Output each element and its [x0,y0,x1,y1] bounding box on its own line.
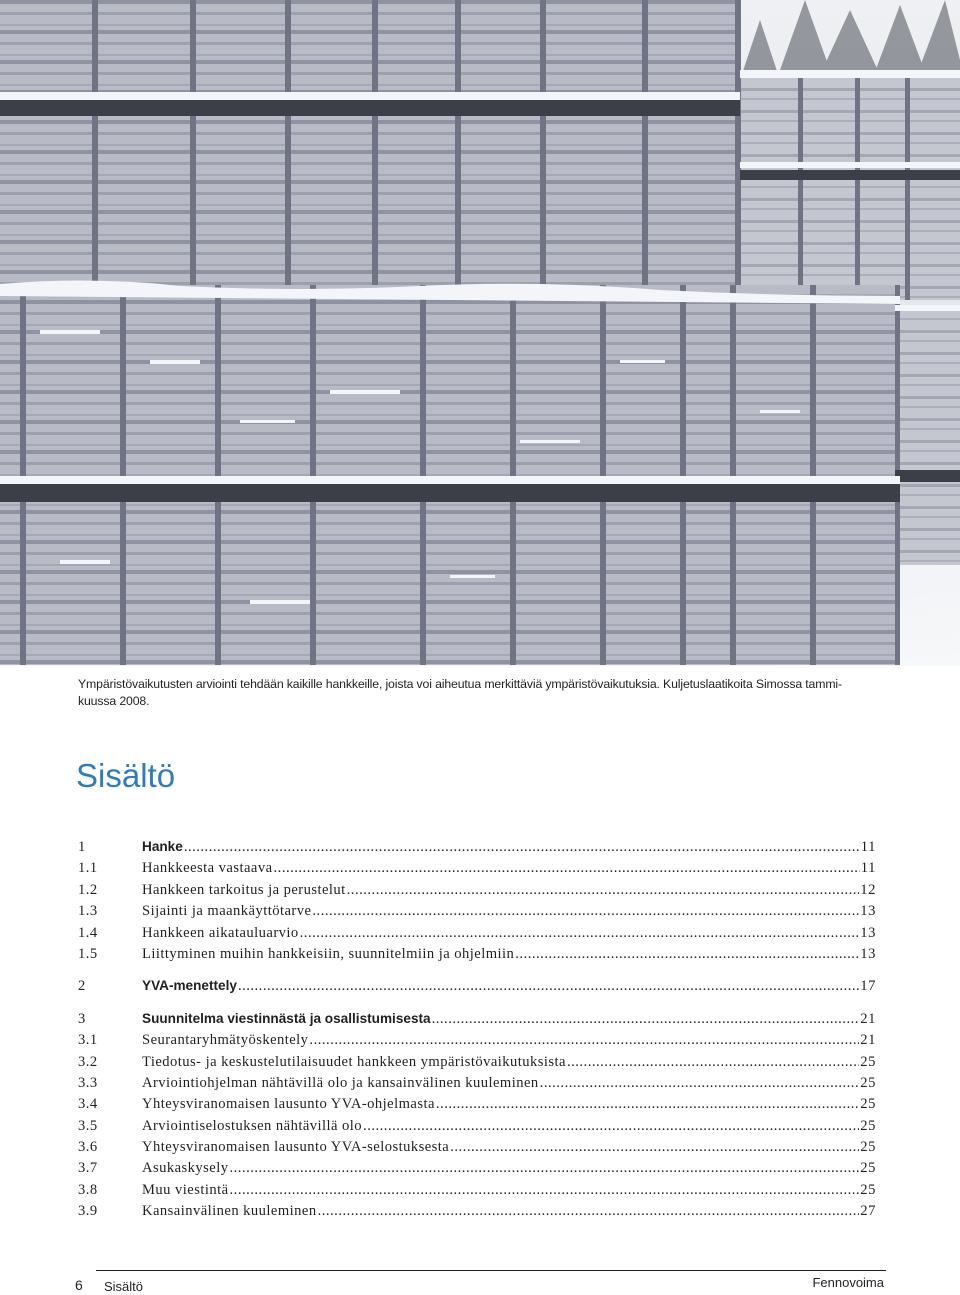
toc-label: Asukaskysely [142,1160,229,1177]
footer-divider [96,1270,886,1271]
toc-leader-dots [363,1118,859,1135]
toc-page-number: 25 [860,1074,876,1091]
toc-number: 1.3 [78,903,98,920]
toc-entry-1-1[interactable] [78,860,876,881]
toc-page-number: 13 [860,945,876,962]
toc-label: Sijainti ja maankäyttötarve [142,903,312,920]
toc-label: Hankkeen aikatauluarvio [142,924,299,941]
toc-leader-dots [229,1160,859,1177]
toc-entry-2[interactable] [78,978,876,999]
toc-entry-3[interactable] [78,1011,876,1032]
toc-page-number: 27 [860,1203,876,1220]
toc-page-number: 21 [860,1010,876,1027]
toc-entry-1-5[interactable] [78,946,876,967]
toc-entry-1-4[interactable] [78,925,876,946]
toc-label: Suunnitelma viestinnästä ja osallistumisesta [142,1010,431,1026]
toc-page-number: 13 [860,924,876,941]
footer-section-name: Sisältö [104,1279,144,1294]
toc-entry-3-9[interactable] [78,1203,876,1224]
toc-entry-3-1[interactable] [78,1032,876,1053]
toc-entry-3-6[interactable] [78,1139,876,1160]
toc-label: Arviointiselostuksen nähtävillä olo [142,1117,363,1134]
toc-page-number: 13 [860,903,876,920]
toc-number: 1.1 [78,860,98,877]
toc-page-number: 25 [860,1117,876,1134]
toc-leader-dots [318,1203,860,1220]
toc-label: Yhteysviranomaisen lausunto YVA-ohjelmasta [142,1096,435,1113]
toc-entry-1-2[interactable] [78,882,876,903]
toc-number: 3.5 [78,1117,98,1134]
toc-page-number: 12 [860,881,876,898]
photo-caption-line-1: Ympäristövaikutusten arviointi tehdään kaikille hankkeille, joista voi aiheutua merkittäviä ympäristövaikutuksia. Kuljetuslaatikoita Simossa tammi- [78,677,842,691]
toc-leader-dots [450,1139,859,1156]
toc-label: Kansainvälinen kuuleminen [142,1203,317,1220]
toc-entry-1[interactable] [78,839,876,860]
toc-number: 3.9 [78,1203,98,1220]
toc-number: 3 [78,1010,86,1027]
toc-number: 3.2 [78,1053,98,1070]
toc-number: 3.1 [78,1032,98,1049]
toc-number: 3.4 [78,1096,98,1113]
toc-page-number: 25 [860,1139,876,1156]
toc-label: Hanke [142,839,183,854]
page-title: Sisältö [76,757,176,794]
toc-number: 1.4 [78,924,98,941]
footer-page-number: 6 [75,1277,83,1293]
toc-number: 1 [78,839,86,855]
toc-page-number: 17 [860,978,876,995]
toc-page-number: 11 [860,839,876,855]
toc-number: 3.8 [78,1181,98,1198]
toc-page-number: 25 [860,1053,876,1070]
toc-leader-dots [312,903,859,920]
toc-label: Muu viestintä [142,1181,229,1198]
toc-number: 1.2 [78,881,98,898]
toc-page-number: 11 [860,860,876,877]
toc-page-number: 25 [860,1160,876,1177]
toc-label: Hankkeesta vastaava [142,860,273,877]
toc-number: 3.6 [78,1139,98,1156]
toc-label: Arviointiohjelman nähtävillä olo ja kansainvälinen kuuleminen [142,1074,539,1091]
toc-leader-dots [436,1096,859,1113]
toc-entry-3-4[interactable] [78,1096,876,1117]
crate-row-lower [0,280,960,665]
toc-label: YVA-menettely [142,978,237,994]
toc-entry-3-7[interactable] [78,1160,876,1181]
toc-label: Seurantaryhmätyöskentely [142,1032,309,1049]
toc-leader-dots [515,946,859,963]
toc-label: Hankkeen tarkoitus ja perustelut [142,881,346,898]
toc-label: Tiedotus- ja keskustelutilaisuudet hankkeen ympäristövaikutuksista [142,1053,566,1070]
toc-label: Yhteysviranomaisen lausunto YVA-selostuksesta [142,1139,450,1156]
footer-brand: Fennovoima [812,1275,884,1290]
toc-leader-dots [230,1182,860,1199]
toc-number: 2 [78,978,86,995]
toc-entry-3-3[interactable] [78,1075,876,1096]
photo-caption-text [78,676,890,710]
toc-entry-1-3[interactable] [78,903,876,924]
toc-page-number: 25 [860,1096,876,1113]
toc-leader-dots [238,978,859,995]
toc-entry-3-5[interactable] [78,1118,876,1139]
photo-caption-line-2: kuussa 2008. [78,694,150,708]
toc-leader-dots [274,860,860,877]
toc-label: Liittyminen muihin hankkeisiin, suunnitelmiin ja ohjelmiin [142,945,515,962]
toc-leader-dots [567,1054,859,1071]
toc-number: 3.7 [78,1160,98,1177]
toc-entry-3-8[interactable] [78,1182,876,1203]
table-of-contents [78,839,876,1225]
toc-leader-dots [309,1032,859,1049]
toc-leader-dots [432,1011,860,1028]
toc-leader-dots [540,1075,860,1092]
toc-page-number: 25 [860,1181,876,1198]
toc-entry-3-2[interactable] [78,1054,876,1075]
toc-leader-dots [300,925,860,942]
toc-page-number: 21 [860,1032,876,1049]
toc-leader-dots [184,839,860,856]
toc-leader-dots [347,882,860,899]
toc-number: 3.3 [78,1074,98,1091]
toc-number: 1.5 [78,945,98,962]
